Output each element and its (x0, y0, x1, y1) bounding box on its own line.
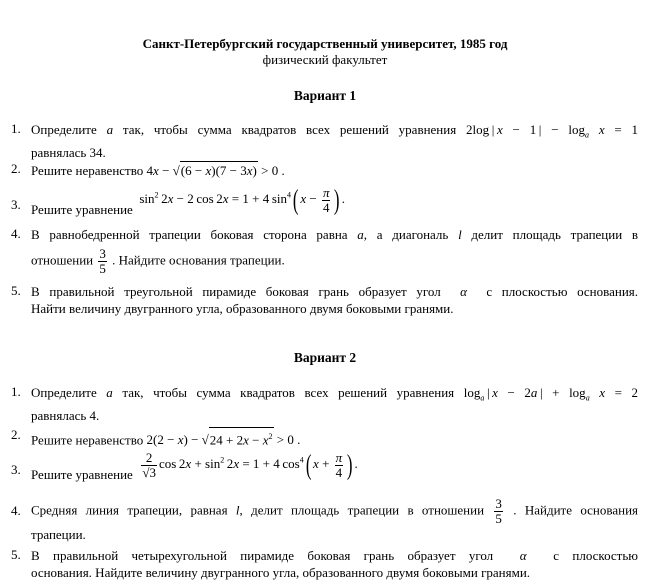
problem-text: , а диагональ (363, 227, 449, 242)
problem-text-line2: равнялась 34. (31, 144, 106, 160)
problem-text: Решите неравенство (31, 163, 144, 178)
problem-text: с плоскостью основания. (486, 284, 639, 299)
math-var: a (106, 122, 114, 137)
equation: 2log | x − 1 | − $\log_a x = 1$ (466, 122, 639, 140)
problem-text: так, чтобы сумма квадратов всех решений уравнения (122, 385, 455, 400)
problem-number: 3. (11, 197, 21, 212)
fraction: $\frac{3}{5}$ (99, 246, 106, 276)
inequality: 4x − √(6 − x)(7 − 3x) > 0 . (146, 163, 285, 178)
problem-text: В равнобедренной трапеции боковая сторона равна (31, 227, 348, 242)
problem-text: Решите неравенство (31, 432, 144, 448)
problem-text: В правильной треугольной пирамиде боковая грань образует угол (31, 284, 441, 299)
problem-text: , делит площадь трапеции в отношении (239, 502, 485, 518)
problem-number: 1. (11, 121, 21, 136)
problem-number: 1. (11, 384, 21, 399)
inequality: $2(2 - x) - √24 + 2x - x^2 > 0$ . (147, 432, 301, 447)
problem-text-line2: равнялась 4. (31, 407, 100, 423)
fraction: $\frac{3}{5}$ (495, 496, 502, 526)
problem-text-line2: трапеции. (31, 527, 86, 542)
problem-text: делит площадь трапеции в (471, 227, 639, 242)
problem-text: . Найдите основания (513, 502, 638, 518)
equation: $\sin^2 2x - 2$ cos 2x = 1 + 4 $\sin^4$( x − $\frac{\pi}{4}$ ) . (136, 185, 346, 216)
problem-text: . Найдите основания трапеции. (112, 252, 285, 268)
problem-text: Средняя линия трапеции, равная (31, 502, 228, 518)
equation: $\frac{2}{√3}$ $\cos 2x + \sin^2 2x = 1 + 4$ $\cos^4$( x + $\frac{\pi}{4}$ ) . (142, 450, 358, 481)
variant-2-heading: Вариант 2 (293, 350, 357, 365)
problem-text-line2: Найти величину двугранного угла, образованного двумя боковыми гранями. (31, 301, 454, 316)
math-var: a (357, 227, 364, 242)
problem-text: Определите (31, 385, 97, 400)
math-var: a (106, 385, 113, 400)
problem-number: 5. (11, 283, 21, 298)
problem-number: 2. (11, 161, 21, 176)
problem-text-line2: основания. Найдите величину двугранного угла, образованного двумя боковыми гранями. (31, 565, 531, 580)
problem-number: 4. (11, 226, 21, 241)
problem-text: так, чтобы сумма квадратов всех решений уравнения (122, 122, 457, 137)
problem-number: 5. (11, 547, 21, 562)
math-var: α (450, 284, 477, 299)
problem-number: 4. (11, 503, 21, 518)
variant-1-heading: Вариант 1 (293, 88, 357, 103)
problem-text: отношении (31, 252, 94, 268)
equation: $\log_a$ | x − 2a | + $\log_a x = 2$ (463, 385, 638, 403)
problem-number: 3. (11, 462, 21, 477)
document-title: Санкт-Петербургский государственный университет, 1985 год (142, 36, 508, 51)
math-var: α (506, 548, 540, 563)
math-var: l (458, 227, 462, 242)
document-subtitle: физический факультет (262, 52, 388, 67)
math-var: l (235, 502, 240, 518)
problem-number: 2. (11, 427, 21, 442)
problem-text: Определите (31, 122, 97, 137)
problem-text: Решите уравнение (31, 467, 133, 483)
problem-text: Решите уравнение (31, 202, 133, 218)
problem-text: В правильной четырехугольной пирамиде боковая грань образует угол (31, 548, 494, 563)
problem-text: с плоскостью (553, 548, 638, 563)
